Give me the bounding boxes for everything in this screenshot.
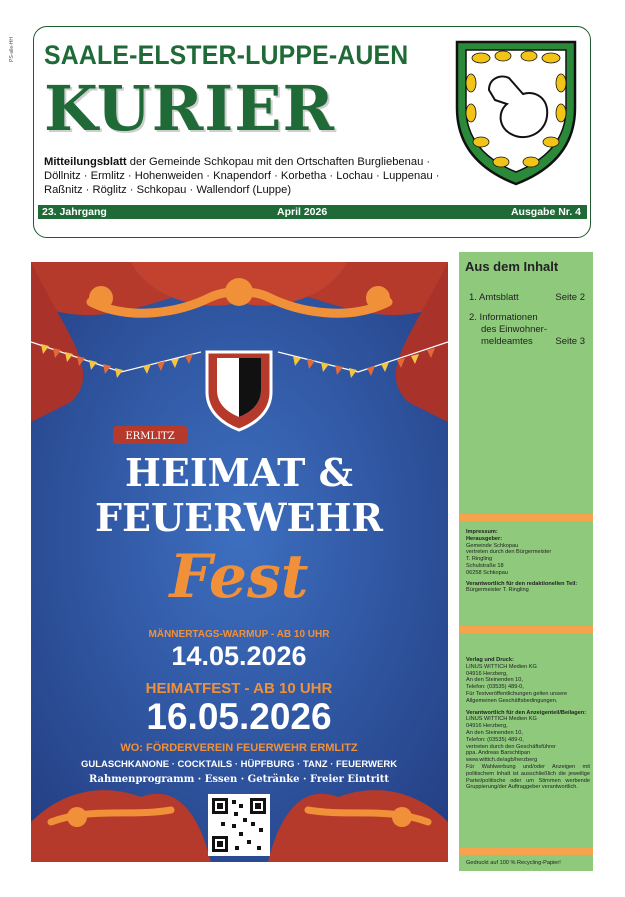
poster-script: Fest: [169, 542, 309, 612]
issue-number: Ausgabe Nr. 4: [510, 206, 581, 218]
contents-page-2: Seite 3: [555, 336, 585, 347]
poster-attractions: GULASCHKANONE · COCKTAILS · HÜPFBURG · TANZ · FEUERWERK: [80, 759, 398, 770]
contents-page-1: Seite 2: [555, 292, 585, 303]
publisher-info: Verlag und Druck: LINUS WITTICH Medien KG 04916 Herzberg, An den Steinenden 10, Telefon: (03535) 489-0, Für Textveröffentlichungen gelten unsere Allgemeinen Geschäftsbedingungen. Verantwortlich für den Anzeigenteil/Beilagen: LINUS WITTICH Medien KG 04916 Herzberg, An den Steinenden 10, Telefon: (03535) 489-0, vertreten durch den Geschäftsführer ppa. Andreas Barschtipan www.wittich.de/agb/herzberg Für Wahlwerbung und/oder Anzeigen mit politischem Inhalt ist ausschließlich die jeweilige Partei/politische oder um Stimmen werbende Gruppierung/der Auftraggeber verantwortlich.: [466, 657, 590, 791]
masthead-subtitle: Mitteilungsblatt der Gemeinde Schkopau mit den Ortschaften Burgliebenau · Döllnitz · Ermlitz · Hohenweiden · Knapendorf · Korbetha · Lochau · Luppenau · Raßnitz · Röglitz · Schkopau · Wallendorf (Luppe): [44, 156, 440, 196]
contents-box: [459, 252, 593, 514]
volume-label: 23. Jahrgang: [42, 206, 107, 218]
issue-date: April 2026: [277, 206, 328, 218]
coat-of-arms-icon: [451, 38, 581, 186]
masthead-region-title: SAALE-ELSTER-LUPPE-AUEN: [44, 40, 409, 70]
issue-bar: [38, 205, 587, 219]
poster-place: ERMLITZ: [125, 431, 175, 442]
contents-item-2-line1: 2. Informationen: [469, 312, 538, 323]
poster-date2: 16.05.2026: [146, 696, 332, 737]
contents-item-1: 1. Amtsblatt: [469, 292, 519, 303]
event-poster: [31, 262, 448, 862]
poster-location: WO: FÖRDERVEREIN FEUERWEHR ERMLITZ: [120, 742, 358, 754]
impressum: Impressum: Herausgeber: Gemeinde Schkopau vertreten durch den Bürgermeister T. Ringling Schulstraße 18 06258 Schkopau Verantwortlich für den redaktionellen Teil: Bürgermeister T. Ringling: [466, 529, 578, 594]
contents-item-2-line2: des Einwohner-: [481, 324, 548, 335]
recycling-note: Gedruckt auf 100 % Recycling-Papier!: [466, 860, 561, 866]
print-code: PS-alle-HH: [9, 36, 15, 62]
poster-title-line1: HEIMAT &: [125, 450, 353, 495]
poster-warmup: MÄNNERTAGS-WARMUP - AB 10 UHR: [148, 629, 330, 640]
contents-item-2-line3: meldeamtes: [481, 336, 533, 347]
divider-band: [459, 514, 593, 521]
poster-program: Rahmenprogramm · Essen · Getränke · Freier Eintritt: [88, 774, 390, 785]
divider-band: [459, 848, 593, 855]
poster-title-line2: FEUERWEHR: [95, 495, 383, 540]
poster-date1: 14.05.2026: [171, 641, 307, 671]
divider-band: [459, 626, 593, 633]
contents-title: Aus dem Inhalt: [465, 259, 559, 274]
poster-heimatfest: HEIMATFEST - AB 10 UHR: [145, 680, 333, 697]
masthead-title: KURIER: [44, 72, 336, 145]
